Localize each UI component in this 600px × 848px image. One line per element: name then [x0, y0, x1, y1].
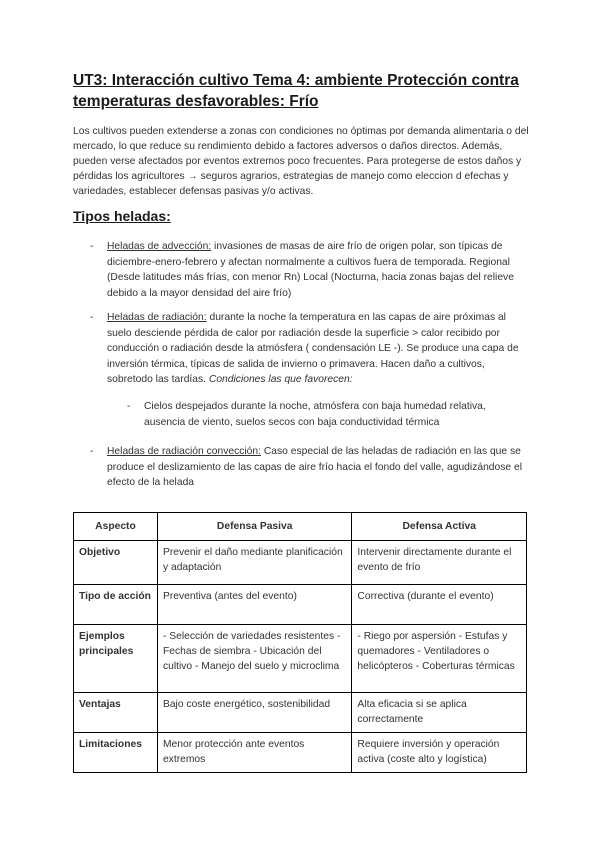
definition-radiation: durante la noche la temperatura en las capas de aire próximas al suelo desciende pérdida de calor por radiación desde la superficie > calor recibido por conducción o radiación desde la atmósfera ( condensación LE -). Se produce una capa de inversión térmica, típicas de salida de invierno o primavera. Hacen daño a cultivos, sobretodo las tardías. — [107, 312, 519, 385]
table-cell: Intervenir directamente durante el evento de frío — [352, 541, 527, 585]
row-label: Tipo de acción — [74, 585, 158, 625]
bullet-dash: - — [127, 401, 131, 412]
list-item-radiation — [90, 310, 527, 388]
bullet-dash: - — [90, 312, 94, 323]
table-row — [74, 693, 527, 733]
table-row — [74, 585, 527, 625]
term-radiation: Heladas de radiación: — [107, 312, 207, 323]
bullet-dash: - — [90, 446, 94, 457]
table-cell: Alta eficacia si se aplica correctamente — [352, 693, 527, 733]
table-cell: Requiere inversión y operación activa (coste alto y logística) — [352, 733, 527, 773]
document-title: UT3: Interacción cultivo Tema 4: ambiente Protección contra temperaturas desfavorables: Frío — [73, 72, 519, 110]
section-heading: Tipos heladas: — [73, 208, 171, 224]
sub-list-item-conditions — [127, 399, 524, 430]
row-label: Limitaciones — [74, 733, 158, 773]
table-cell: - Riego por aspersión - Estufas y quemadores - Ventiladores o helicópteros - Coberturas térmicas — [352, 625, 527, 693]
table-cell: Menor protección ante eventos extremos — [157, 733, 351, 773]
table-row — [74, 625, 527, 693]
conditions-label: Condiciones las que favorecen: — [208, 374, 353, 385]
table-cell: - Selección de variedades resistentes - Fechas de siembra - Ubicación del cultivo - Manejo del suelo y microclima — [157, 625, 351, 693]
table-cell: Preventiva (antes del evento) — [157, 585, 351, 625]
table-header-row — [74, 513, 527, 541]
bullet-dash: - — [90, 241, 94, 252]
comparison-table — [73, 512, 527, 773]
table-cell: Bajo coste energético, sostenibilidad — [157, 693, 351, 733]
list-item-advection — [90, 239, 527, 301]
header-aspecto: Aspecto — [74, 513, 158, 541]
conditions-text: Cielos despejados durante la noche, atmósfera con baja humedad relativa, ausencia de viento, suelos secos con baja conductividad térmica — [144, 401, 486, 428]
table-row — [74, 541, 527, 585]
intro-paragraph: Los cultivos pueden extenderse a zonas con condiciones no óptimas por demanda alimentaria o del mercado, lo que reduce su rendimiento debido a factores adversos o daños directos. Además, pueden verse afectados por eventos extremos poco frecuentes. Para protegerse de estos daños y pérdidas los agricultores → seguros agrarios, estrategias de manejo como eleccion d efechas y variedades, establecer defensas pasivas y/o activas. — [73, 126, 529, 197]
row-label: Ejemplos principales — [74, 625, 158, 693]
table-cell: Prevenir el daño mediante planificación y adaptación — [157, 541, 351, 585]
table-row — [74, 733, 527, 773]
header-defensa-pasiva: Defensa Pasiva — [157, 513, 351, 541]
header-defensa-activa: Defensa Activa — [352, 513, 527, 541]
row-label: Ventajas — [74, 693, 158, 733]
row-label: Objetivo — [74, 541, 158, 585]
term-advection: Heladas de advección: — [107, 241, 212, 252]
table-cell: Correctiva (durante el evento) — [352, 585, 527, 625]
list-item-convection — [90, 444, 527, 491]
term-convection: Heladas de radiación convección: — [107, 446, 261, 457]
definition-advection: invasiones de masas de aire frío de origen polar, son típicas de diciembre-enero-febrero y afectan normalmente a cultivos fuera de temporada. Regional (Desde latitudes más frías, con menor Rn) Local (Nocturna, hacia zonas bajas del relieve debido a la mayor densidad del aire frío) — [107, 241, 514, 299]
definition-convection: Caso especial de las heladas de radiación en las que se produce el deslizamiento de las capas de aire frío hacia el fondo del valle, agudizándose el efecto de la helada — [107, 446, 523, 488]
